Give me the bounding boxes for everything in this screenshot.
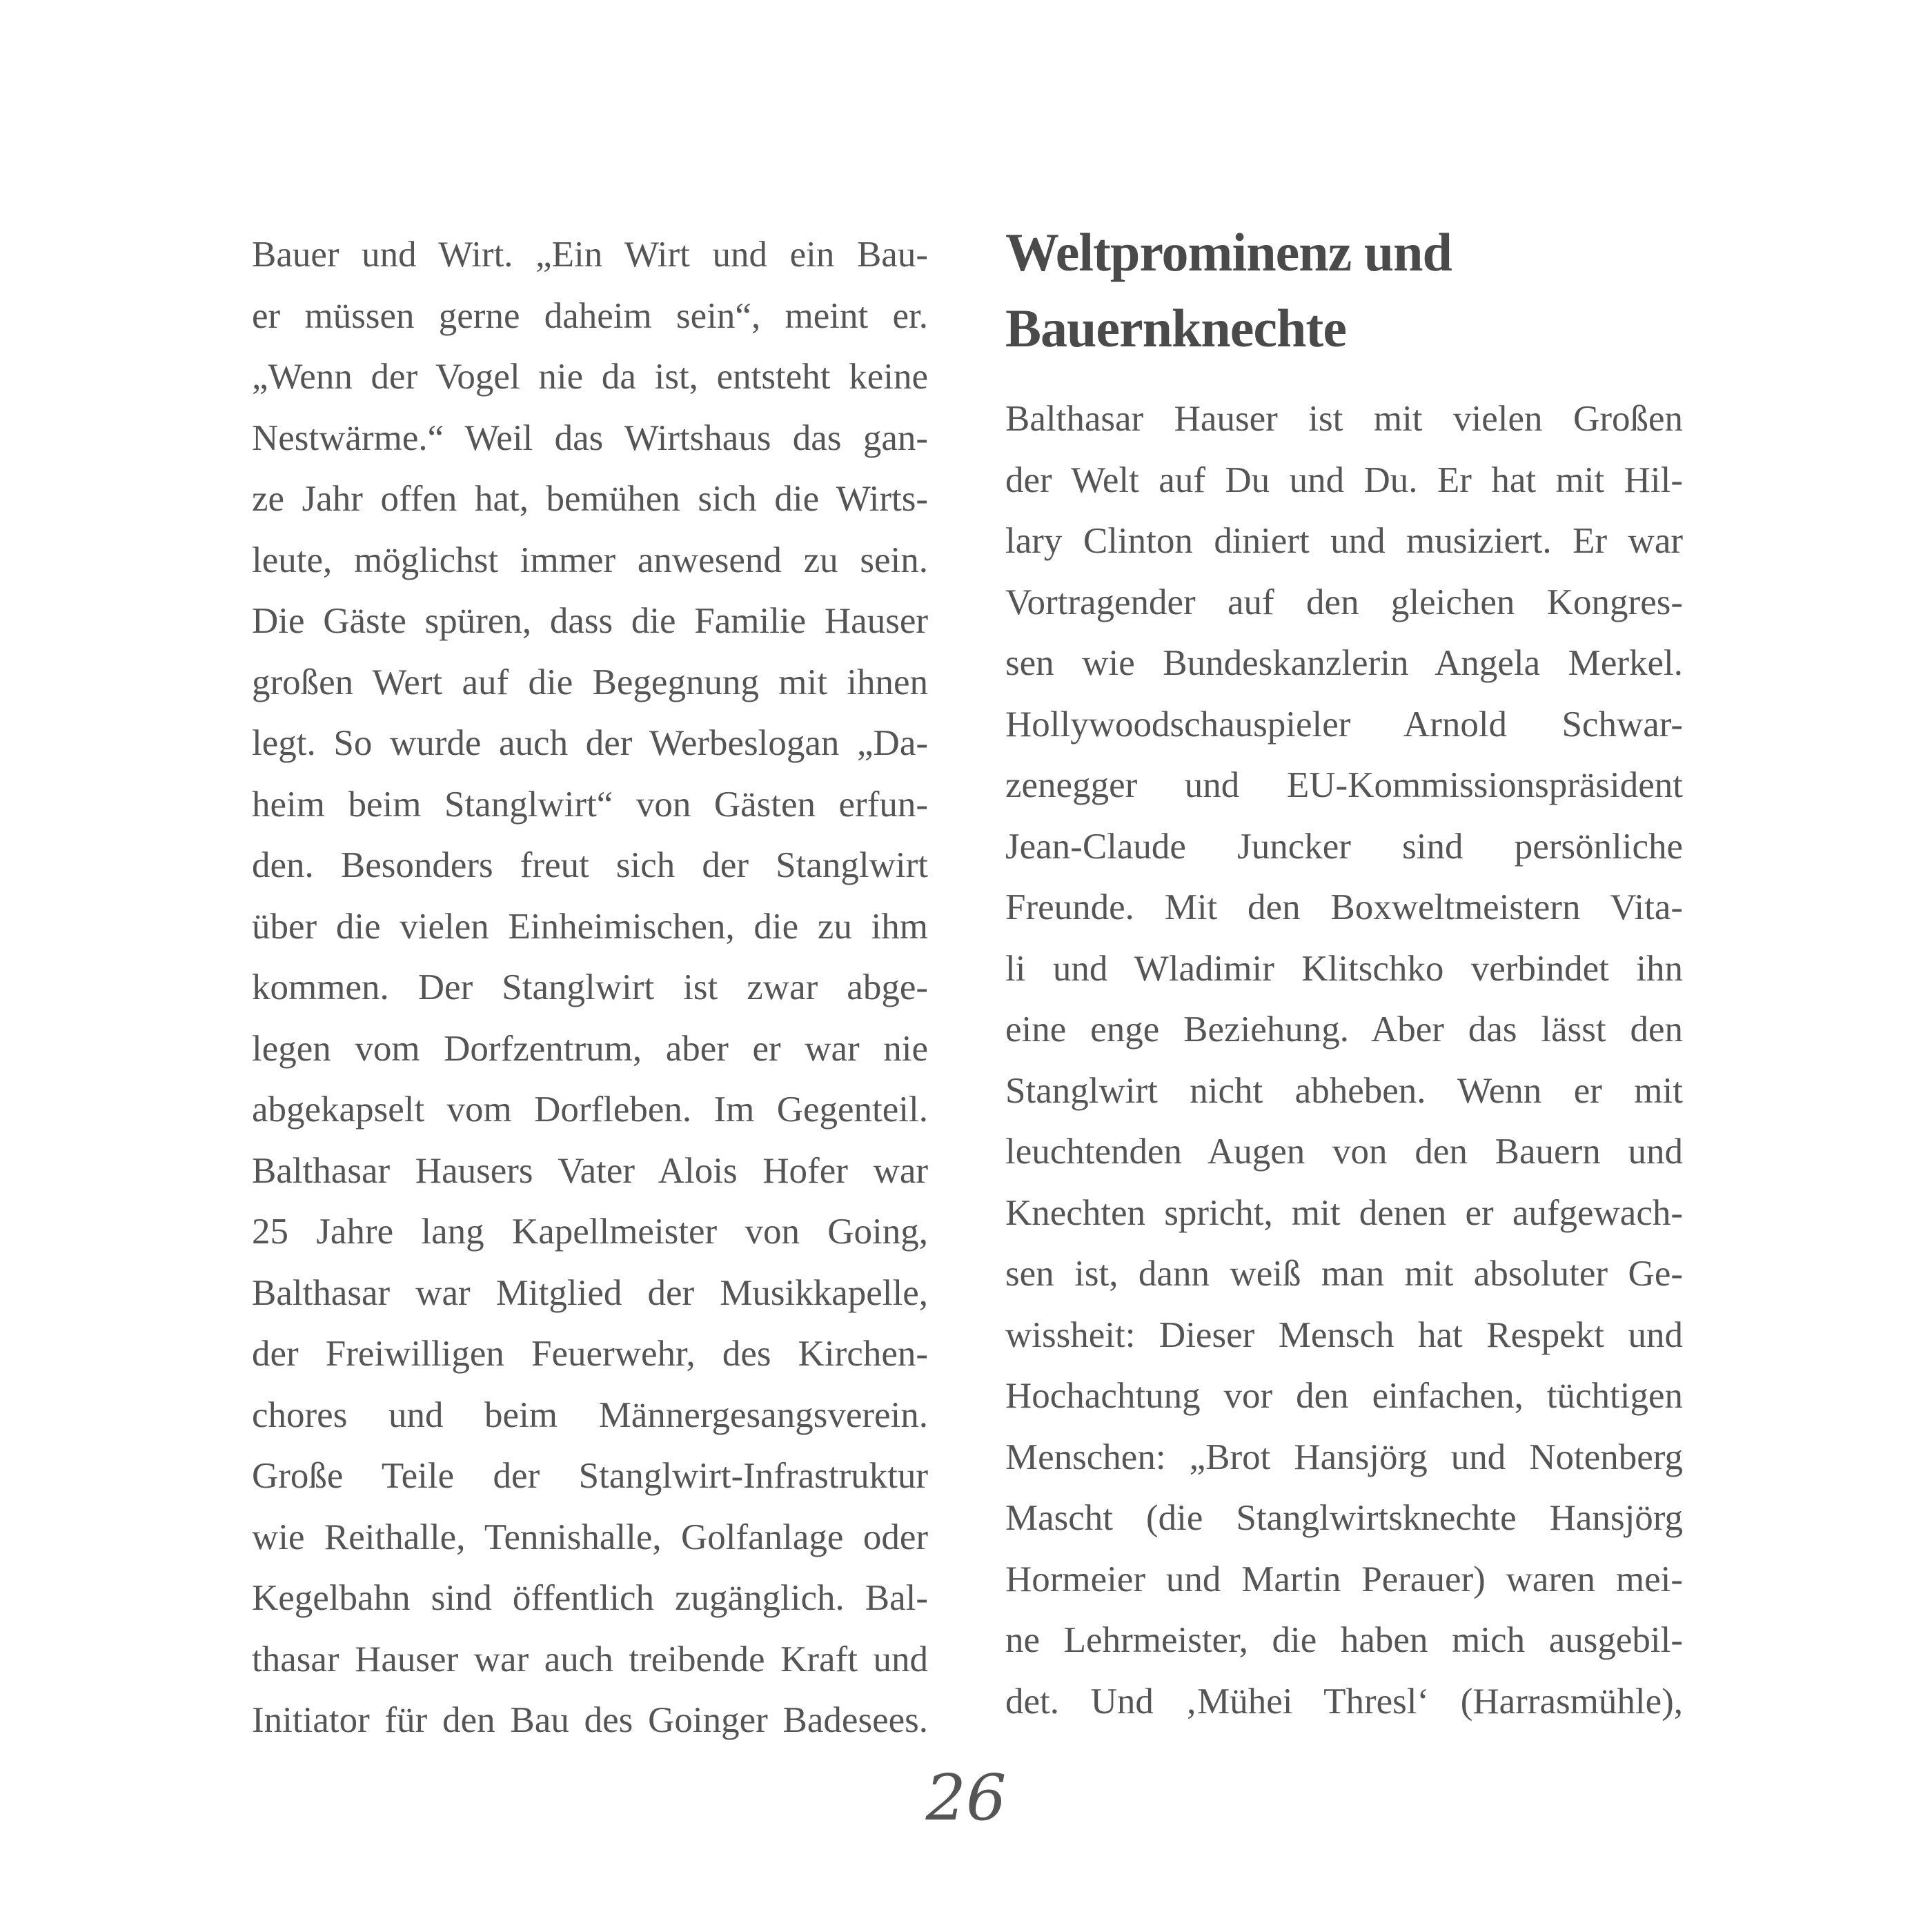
body-line: det. Und ‚Mühei Thresl‘ (Harrasmühle), xyxy=(1005,1681,1683,1722)
body-line: Freunde. Mit den Boxweltmeistern Vita- xyxy=(1005,887,1683,927)
body-line: leute, möglichst immer anwesend zu sein. xyxy=(252,540,928,580)
body-line: Hochachtung vor den einfachen, tüchtigen xyxy=(1005,1376,1683,1416)
body-line: li und Wladimir Klitschko verbindet ihn xyxy=(1005,948,1683,989)
body-line: Stanglwirt nicht abheben. Wenn er mit xyxy=(1005,1070,1683,1111)
body-line: Bauer und Wirt. „Ein Wirt und ein Bau- xyxy=(252,235,928,275)
body-line: der Freiwilligen Feuerwehr, des Kirchen- xyxy=(252,1334,928,1374)
body-line: eine enge Beziehung. Aber das lässt den xyxy=(1005,1009,1683,1049)
body-line: Nestwärme.“ Weil das Wirtshaus das gan- xyxy=(252,417,928,458)
body-line: Jean-Claude Juncker sind persönliche xyxy=(1005,826,1683,867)
body-line: Knechten spricht, mit denen er aufgewach- xyxy=(1005,1192,1683,1233)
body-line: Kegelbahn sind öffentlich zugänglich. Bal- xyxy=(252,1578,928,1618)
body-line: abgekapselt vom Dorfleben. Im Gegenteil. xyxy=(252,1090,928,1130)
body-line: zenegger und EU-Kommissionspräsident xyxy=(1005,765,1683,805)
body-line: Initiator für den Bau des Goinger Badesees. xyxy=(252,1700,928,1740)
body-line: Balthasar Hauser ist mit vielen Großen xyxy=(1005,399,1683,439)
body-line: wie Reithalle, Tennishalle, Golfanlage oder xyxy=(252,1517,928,1557)
body-line: sen ist, dann weiß man mit absoluter Ge- xyxy=(1005,1254,1683,1294)
body-line: Menschen: „Brot Hansjörg und Notenberg xyxy=(1005,1437,1683,1477)
page-number: 26 xyxy=(925,1761,1007,1835)
body-line: der Welt auf Du und Du. Er hat mit Hil- xyxy=(1005,460,1683,500)
heading-line: Weltprominenz und xyxy=(1005,222,1452,282)
body-line: 25 Jahre lang Kapellmeister von Going, xyxy=(252,1212,928,1252)
body-line: ze Jahr offen hat, bemühen sich die Wirts- xyxy=(252,479,928,519)
body-line: heim beim Stanglwirt“ von Gästen erfun- xyxy=(252,784,928,825)
body-line: Balthasar Hausers Vater Alois Hofer war xyxy=(252,1150,928,1191)
body-line: großen Wert auf die Begegnung mit ihnen xyxy=(252,662,928,702)
body-line: chores und beim Männergesangsverein. xyxy=(252,1394,928,1435)
body-line: thasar Hauser war auch treibende Kraft und xyxy=(252,1639,928,1679)
heading-line: Bauernknechte xyxy=(1005,298,1346,358)
body-line: über die vielen Einheimischen, die zu ihm xyxy=(252,906,928,947)
body-line: Die Gäste spüren, dass die Familie Hauser xyxy=(252,601,928,641)
body-line: Hormeier und Martin Perauer) waren mei- xyxy=(1005,1559,1683,1599)
body-line: den. Besonders freut sich der Stanglwirt xyxy=(252,845,928,885)
body-line: leuchtenden Augen von den Bauern und xyxy=(1005,1132,1683,1172)
body-line: lary Clinton diniert und musiziert. Er war xyxy=(1005,521,1683,561)
body-line: legt. So wurde auch der Werbeslogan „Da- xyxy=(252,723,928,763)
body-line: wissheit: Dieser Mensch hat Respekt und xyxy=(1005,1314,1683,1355)
body-line: Große Teile der Stanglwirt-Infrastruktur xyxy=(252,1456,928,1496)
body-line: er müssen gerne daheim sein“, meint er. xyxy=(252,295,928,336)
body-line: Hollywoodschauspieler Arnold Schwar- xyxy=(1005,704,1683,745)
body-line: Mascht (die Stanglwirtsknechte Hansjörg xyxy=(1005,1498,1683,1538)
body-line: Balthasar war Mitglied der Musikkapelle, xyxy=(252,1272,928,1313)
body-line: ne Lehrmeister, die haben mich ausgebil- xyxy=(1005,1620,1683,1660)
right-column-body xyxy=(1005,388,1683,1732)
body-line: Vortragender auf den gleichen Kongres- xyxy=(1005,582,1683,622)
body-line: kommen. Der Stanglwirt ist zwar abge- xyxy=(252,967,928,1007)
body-line: sen wie Bundeskanzlerin Angela Merkel. xyxy=(1005,643,1683,683)
left-column xyxy=(252,224,928,1751)
section-heading xyxy=(1005,215,1683,366)
right-column xyxy=(1005,215,1683,1732)
body-line: „Wenn der Vogel nie da ist, entsteht keine xyxy=(252,357,928,397)
body-line: legen vom Dorfzentrum, aber er war nie xyxy=(252,1028,928,1069)
